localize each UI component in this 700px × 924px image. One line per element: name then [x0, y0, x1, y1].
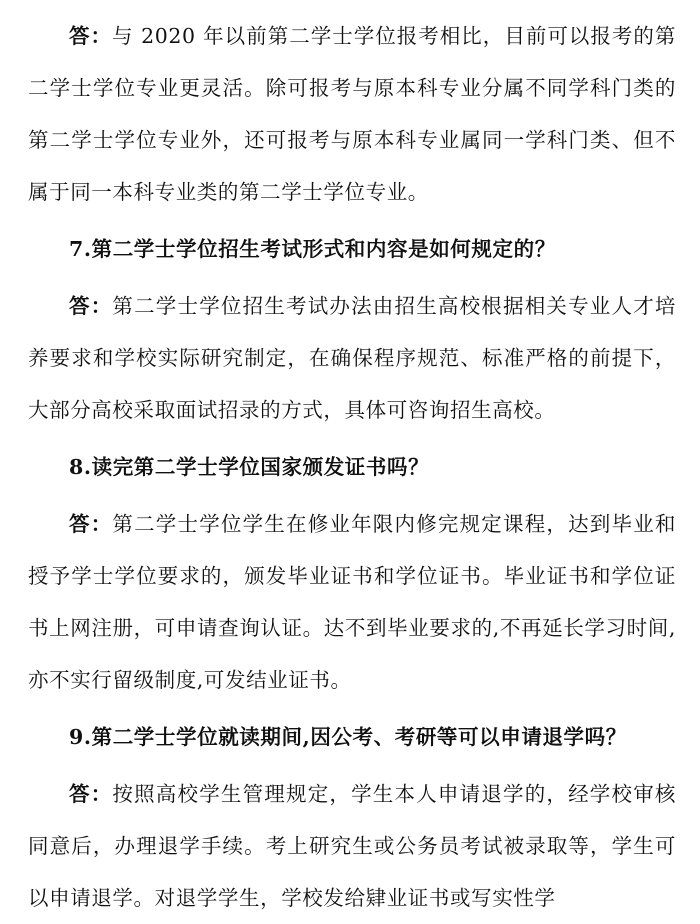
answer-label: 答：	[69, 294, 113, 318]
question-heading-7: 7.第二学士学位招生考试形式和内容是如何规定的？	[69, 237, 556, 261]
answer-label: 答：	[69, 782, 113, 806]
document-page	[28, 0, 676, 924]
question-heading-9: 9.第二学士学位就读期间,因公考、考研等可以申请退学吗？	[69, 725, 627, 749]
answer-paragraph-9	[28, 768, 676, 924]
answer-text: 与 2020 年以前第二学士学位报考相比，目前可以报考的第二学士学位专业更灵活。除可报考与原本科专业分属不同学科门类的第二学士学位专业外，还可报考与原本科专业属同一学科门类、但不属于同一本科专业类的第二学士学位专业。	[28, 24, 676, 204]
answer-paragraph-8	[28, 498, 676, 706]
answer-label: 答：	[69, 512, 113, 536]
answer-text: 第二学士学位招生考试办法由招生高校根据相关专业人才培养要求和学校实际研究制定，在确保程序规范、标准严格的前提下，大部分高校采取面试招录的方式，具体可咨询招生高校。	[28, 294, 676, 422]
answer-paragraph-7	[28, 280, 676, 436]
answer-label: 答：	[69, 24, 113, 48]
question-heading-8: 8.读完第二学士学位国家颁发证书吗？	[69, 455, 430, 479]
answer-text: 按照高校学生管理规定，学生本人申请退学的，经学校审核同意后，办理退学手续。考上研究生或公务员考试被录取等，学生可以申请退学。对退学学生，学校发给肄业证书或写实性学	[28, 782, 676, 910]
answer-text: 第二学士学位学生在修业年限内修完规定课程，达到毕业和授予学士学位要求的，颁发毕业证书和学位证书。毕业证书和学位证书上网注册，可申请查询认证。达不到毕业要求的,不再延长学习时间,亦不实行留级制度,可发结业证书。	[28, 512, 676, 692]
answer-paragraph-6	[28, 10, 676, 218]
